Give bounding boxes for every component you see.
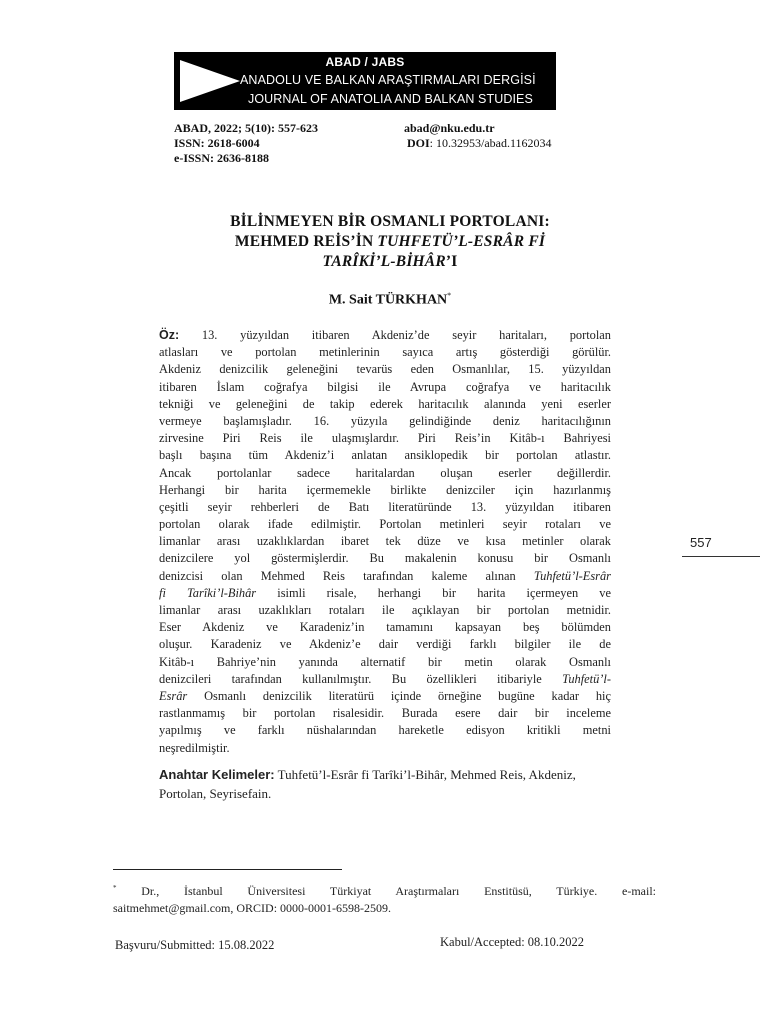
submitted-date: Başvuru/Submitted: 15.08.2022 bbox=[115, 938, 275, 952]
abstract-line: Ancak portolanlar sadece haritalardan oluşan eserler değillerdir. bbox=[159, 465, 611, 480]
abstract-line: vermeye başlamışladır. 16. yüzyıla gelindiğinde deniz haritacılığının bbox=[159, 413, 611, 428]
abstract-line: neşredilmiştir. bbox=[159, 740, 230, 755]
abstract-line: limanlar arası uzaklıklardan ibaret tek düze ve kısa metinler olarak bbox=[159, 534, 611, 549]
title-line-2 bbox=[110, 232, 670, 252]
abstract-line: tekniği ve geleneğini de takip ederek haritacılık alanında yeni eserler bbox=[159, 396, 611, 411]
abstract-line: başlı başına tüm Akdeniz’i anlatan ansiklopedik bir portolan atlastır. bbox=[159, 448, 611, 463]
doi-label: DOI bbox=[407, 136, 430, 150]
contact-block bbox=[404, 121, 552, 151]
author bbox=[110, 291, 670, 309]
abstract-italic-title: Esrâr bbox=[159, 688, 188, 703]
abstract-label: Öz: bbox=[159, 328, 180, 342]
abstract-line: Kitâb-ı Bahriye’nin yanında alternatif bir metin olarak Osmanlı bbox=[159, 654, 611, 669]
article-title bbox=[110, 212, 670, 272]
abstract-italic-title: fi Tarîki’l-Bihâr bbox=[159, 585, 257, 600]
abstract-text: 13. yüzyıldan itibaren Akdeniz’de seyir haritaları, portolan bbox=[179, 328, 611, 342]
footnote-line: saitmehmet@gmail.com, ORCID: 0000-0001-6598-2509. bbox=[113, 901, 392, 915]
footnote bbox=[113, 880, 656, 917]
keywords bbox=[159, 765, 611, 803]
abstract-line bbox=[159, 568, 611, 585]
doi-value[interactable]: : 10.32953/abad.1162034 bbox=[429, 136, 552, 150]
doi bbox=[404, 136, 552, 151]
abstract-italic-title: Tuhfetü’l- bbox=[562, 671, 611, 686]
title-line-3-suffix: ’I bbox=[445, 253, 458, 270]
abstract-text: isimli risale, herhangi bir harita içermeyen ve bbox=[256, 585, 611, 600]
abstract-line: limanlar arası uzaklıkları rotaları ile açıklayan bir portolan metnidir. bbox=[159, 603, 611, 617]
title-line-2-prefix: MEHMED REİS’İN bbox=[234, 233, 378, 250]
abstract-line: itibaren İslam coğrafya bilgisi ile Avrupa coğrafya ve haritacılık bbox=[159, 379, 611, 394]
abstract-line: rastlanmamış bir portolan risalesidir. Burada esere dair bir inceleme bbox=[159, 706, 611, 721]
eissn: e-ISSN: 2636-8188 bbox=[174, 151, 269, 165]
footnote-mark: * bbox=[113, 884, 117, 892]
abstract-line: atlasları ve portolan metinlerinin sayıca artış gösterdiği görülür. bbox=[159, 345, 611, 360]
journal-email[interactable]: abad@nku.edu.tr bbox=[404, 121, 495, 135]
footnote-divider bbox=[113, 869, 342, 870]
abstract-line: çeşitli seyir rehberleri de Batı literatüründe 13. yüzyıldan itibaren bbox=[159, 499, 611, 514]
abstract-text: Osmanlı denizcilik literatürü içinde örneğine bugüne kadar hiç bbox=[187, 688, 611, 703]
author-footnote-mark[interactable]: * bbox=[447, 291, 452, 300]
journal-abbreviation: ABAD / JABS bbox=[325, 55, 405, 69]
abstract-text: denizcisi olan Mehmed Reis tarafından kaleme alınan bbox=[159, 568, 534, 583]
abstract-line: portolan olarak ifade edilmiştir. Portolan metinleri seyir rotaları ve bbox=[159, 517, 611, 532]
abstract-line: zirvesine Piri Reis ile ulaşmışlardır. Piri Reis’in Kitâb-ı Bahriyesi bbox=[159, 431, 611, 446]
abstract-line bbox=[159, 688, 611, 705]
abstract-line: Eser Akdeniz ve Karadeniz’in tamamını kapsayan beş bölümden bbox=[159, 620, 611, 635]
title-line-3-italic: TARÎKİ’L-BİHÂR bbox=[322, 253, 446, 270]
abstract-line: Herhangi bir harita içermemekle birlikte denizciler için hazırlanmış bbox=[159, 482, 611, 497]
citation: ABAD, 2022; 5(10): 557-623 bbox=[174, 121, 318, 135]
journal-name-tr: ANADOLU VE BALKAN ARAŞTIRMALARI DERGİSİ bbox=[240, 73, 536, 87]
abstract bbox=[159, 327, 611, 757]
title-line-2-italic: TUHFETÜ’L-ESRÂR Fİ bbox=[377, 233, 546, 250]
journal-name-en: JOURNAL OF ANATOLIA AND BALKAN STUDIES bbox=[248, 92, 533, 106]
abstract-line: oluşur. Karadeniz ve Akdeniz’e dair verdiği farklı bilgiler ile de bbox=[159, 637, 611, 652]
abstract-italic-title: Tuhfetü’l-Esrâr bbox=[533, 568, 611, 583]
title-line-3 bbox=[110, 252, 670, 272]
abstract-line: yapılmış ve farklı nüshalarından hareketle edisyon kritikli metni bbox=[159, 723, 611, 738]
page-number-rule bbox=[682, 556, 760, 557]
abstract-line: denizcilere yol göstermişlerdir. Bu makalenin konusu bir Osmanlı bbox=[159, 551, 611, 566]
title-line-1: BİLİNMEYEN BİR OSMANLI PORTOLANI: bbox=[230, 213, 550, 230]
abstract-line bbox=[159, 671, 611, 688]
accepted-date: Kabul/Accepted: 08.10.2022 bbox=[440, 935, 585, 949]
keywords-text: Tuhfetü’l-Esrâr fi Tarîki’l-Bihâr, Mehmed Reis, Akdeniz, Portolan, Seyrisefain. bbox=[159, 767, 576, 801]
abstract-line: Akdeniz denizcilik geleneğini tevarüs eden Osmanlılar, 15. yüzyıldan bbox=[159, 362, 611, 377]
page-number: 557 bbox=[690, 535, 712, 550]
abstract-line bbox=[159, 327, 611, 344]
author-name: M. Sait TÜRKHAN bbox=[328, 292, 448, 308]
footnote-line bbox=[113, 880, 656, 900]
footnote-text: Dr., İstanbul Üniversitesi Türkiyat Araştırmaları Enstitüsü, Türkiye. e-mail: bbox=[116, 884, 656, 898]
abstract-text: denizcileri tarafından kullanılmıştır. Bu özellikleri itibariyle bbox=[159, 671, 563, 686]
keywords-label: Anahtar Kelimeler: bbox=[159, 767, 275, 782]
journal-banner bbox=[174, 52, 556, 110]
citation-block bbox=[174, 121, 318, 166]
issn: ISSN: 2618-6004 bbox=[174, 136, 260, 150]
abstract-line bbox=[159, 585, 611, 602]
